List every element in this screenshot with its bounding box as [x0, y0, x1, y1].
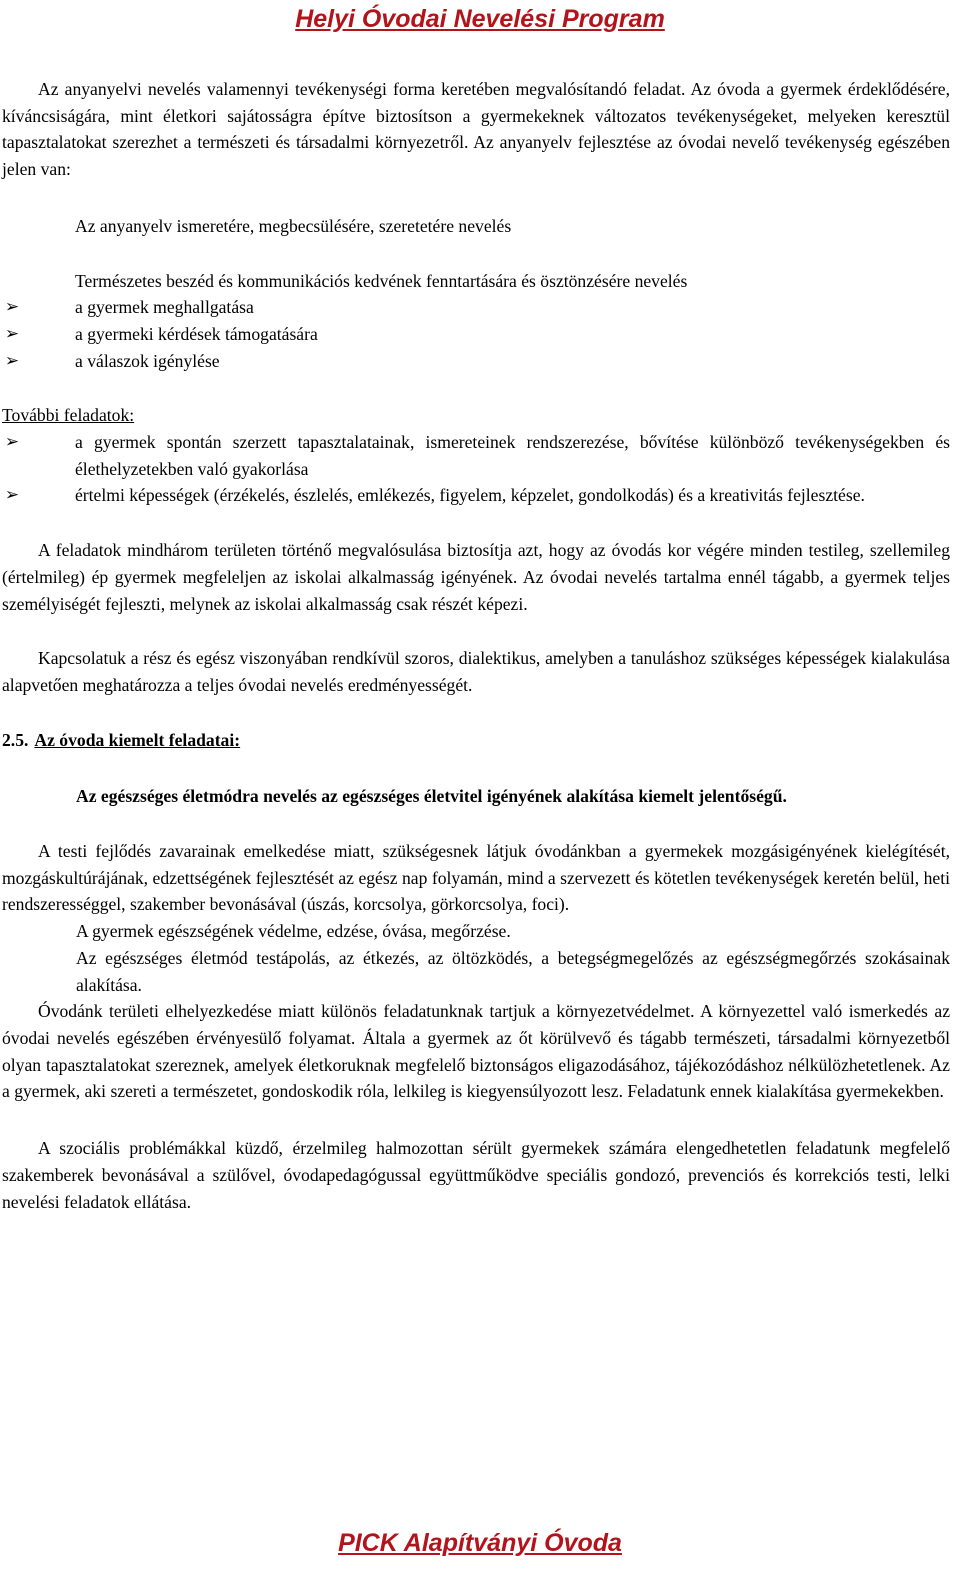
paragraph-egeszseg-vedelme: A gyermek egészségének védelme, edzése, óvása, megőrzése. — [76, 921, 511, 942]
paragraph-kapcsolatuk: Kapcsolatuk a rész és egész viszonyában rendkívül szoros, dialektikus, amelyben a tanuláshoz szükséges képességek kialakulása alapvetően meghatározza a teljes óvodai nevelés eredményességét. — [2, 648, 950, 695]
section-number: 2.5. — [2, 729, 29, 750]
bold-intro-egeszseges-eletmod: Az egészséges életmódra nevelés az egészséges életvitel igényének alakítása kiemelt jelentőségű. — [76, 786, 787, 807]
paragraph-kornyezetvedelem: Óvodánk területi elhelyezkedése miatt különös feladatunknak tartjuk a környezetvédelmet. A környezettel való ismerkedés az óvodai nevelés egészében érvényesülő folyamat. Általa a gyermek az őt körülvevő és tágabb természeti, társadalmi környezetből olyan tapasztalatokat szereznek, amelyek életkoruknak megfelelő biztonságos eligazodásához, tájékozódáshoz nélkülözhetetlenek. Az a gyermek, aki szereti a természetet, gondoskodik róla, lelkileg is kiegyensúlyozott lesz. Feladatunk ennek kialakítása gyermekekben. — [2, 1001, 950, 1102]
paragraph-testi-fejlodes: A testi fejlődés zavarainak emelkedése miatt, szükségesnek látjuk óvodánkban a gyermekek mozgásigényének kielégítését, mozgáskultúrájának, edzettségének fejlesztését az egész nap folyamán, mind a szervezett és kötetlen tevékenységek keretén belül, heti rendszerességgel, szakember bevonásával (úszás, korcsolya, görkorcsolya, foci). — [2, 841, 950, 915]
section-heading-2-5 — [2, 727, 950, 754]
list-item: ➢ a gyermeki kérdések támogatására — [75, 321, 950, 348]
arrow-bullet-icon: ➢ — [4, 432, 20, 453]
paragraph-egeszseges-eletmod: Az egészséges életmód testápolás, az étkezés, az öltözködés, a betegségmegelőzés az egészségmegőrzés szokásainak alakítása. — [76, 947, 950, 995]
page-header-title: Helyi Óvodai Nevelési Program — [295, 5, 665, 33]
page-footer-title: PICK Alapítványi Óvoda — [338, 1529, 622, 1557]
arrow-bullet-icon: ➢ — [4, 297, 20, 318]
paragraph-szocialis-problemak: A szociális problémákkal küzdő, érzelmileg halmozottan sérült gyermekek számára elengedhetetlen feladatunk megfelelő szakemberek bevonásával a szülővel, óvodapedagógussal együttműködve speciális gondozó, prevenciós és korrekciós testi, lelki nevelési feladatok ellátása. — [2, 1138, 950, 1212]
section-title: Az óvoda kiemelt feladatai: — [34, 729, 241, 750]
arrow-bullet-icon: ➢ — [4, 485, 20, 506]
arrow-bullet-icon: ➢ — [4, 323, 20, 344]
document-body — [2, 76, 950, 1215]
bullet-list-tovabbi-feladatok — [2, 429, 950, 509]
list-item: ➢ a gyermek meghallgatása — [75, 294, 950, 321]
arrow-bullet-icon: ➢ — [4, 350, 20, 371]
paragraph-anyanyelvi-neveles: Az anyanyelvi nevelés valamennyi tevékenységi forma keretében megvalósítandó feladat. Az óvoda a gyermek érdeklődésére, kíváncsiságára, mint életkori sajátosságra építve biztosítson a gyermekeknek változatos tevékenységeket, melyeken keresztül tapasztalatokat szerezhet a természeti és társadalmi környezetről. Az anyanyelv fejlesztése az óvodai nevelő tevékenység egészében jelen van: — [2, 79, 950, 180]
list-item: ➢ a válaszok igénylése — [75, 348, 950, 375]
further-tasks-heading: További feladatok: — [2, 405, 135, 426]
subheading-termeszetes-beszed: Természetes beszéd és kommunikációs kedvének fenntartására és ösztönzésére nevelés — [75, 270, 688, 291]
list-item: ➢ a gyermek spontán szerzett tapasztalatainak, ismereteinek rendszerezése, bővítése különböző tevékenységekben és élethelyzetekben való gyakorlása — [75, 429, 950, 482]
paragraph-feladatok: A feladatok mindhárom területen történő megvalósulása biztosítja azt, hogy az óvodás kor végére minden testileg, szellemileg (értelmileg) ép gyermek megfeleljen az iskolai alkalmasság igényének. Az óvodai nevelés tartalma ennél tágabb, a gyermek teljes személyiségét fejleszti, melynek az iskolai alkalmasság csak részét képezi. — [2, 540, 950, 614]
subheading-anyanyelv-ismerete: Az anyanyelv ismeretére, megbecsülésére, szeretetére nevelés — [75, 215, 512, 236]
list-item: ➢ értelmi képességek (érzékelés, észlelés, emlékezés, figyelem, képzelet, gondolkodás) és a kreativitás fejlesztése. — [75, 482, 950, 509]
bullet-list-beszed — [2, 294, 950, 374]
